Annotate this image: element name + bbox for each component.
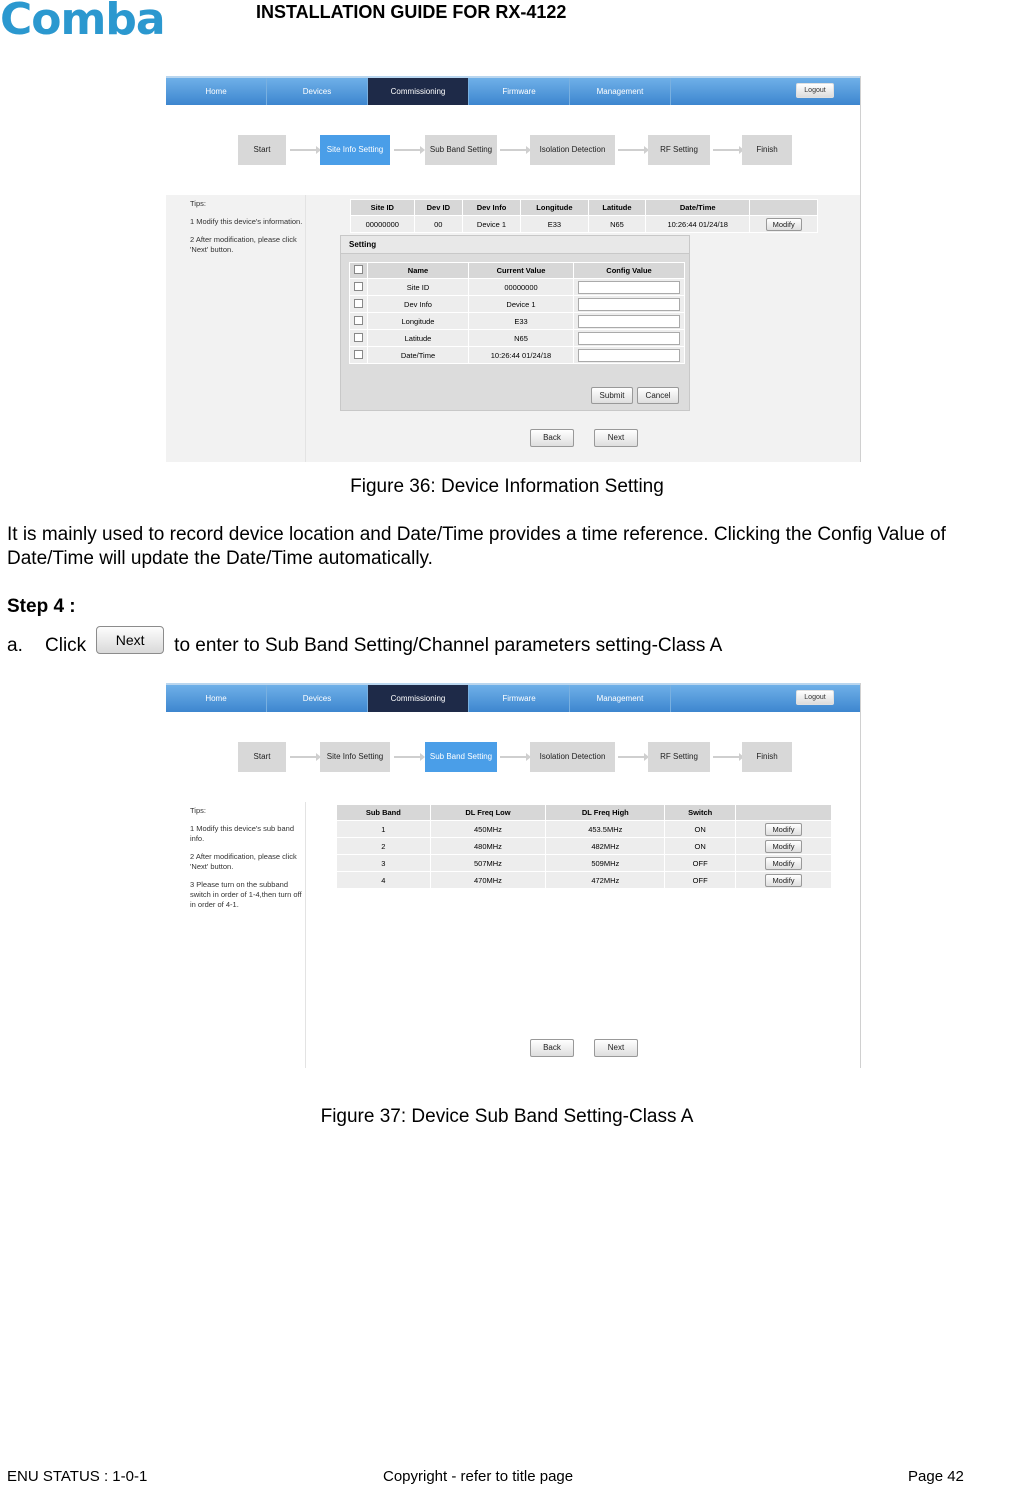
cell-dev-id: 00 (414, 216, 463, 233)
step-isolation[interactable]: Isolation Detection (530, 135, 615, 165)
next-button[interactable]: Next (594, 429, 638, 447)
cell-switch: ON (665, 821, 736, 838)
step-4a-click: Click (45, 635, 87, 656)
cell-low: 480MHz (430, 838, 546, 855)
config-input[interactable] (578, 281, 680, 294)
modify-button[interactable]: Modify (765, 857, 801, 870)
cell-high: 482MHz (546, 838, 665, 855)
modify-button[interactable]: Modify (765, 874, 801, 887)
col-action (735, 805, 831, 821)
col-current-value: Current Value (469, 263, 574, 279)
setting-current: 10:26:44 01/24/18 (469, 347, 574, 364)
col-site-id: Site ID (351, 200, 415, 216)
cell-band: 4 (337, 872, 431, 889)
tab-firmware[interactable]: Firmware (469, 685, 570, 712)
cell-band: 1 (337, 821, 431, 838)
step-rf-setting[interactable]: RF Setting (648, 135, 710, 165)
arrow-icon (713, 149, 741, 151)
figure-37-caption: Figure 37: Device Sub Band Setting-Class A (320, 1106, 694, 1127)
step-isolation[interactable]: Isolation Detection (530, 742, 615, 772)
col-latitude: Latitude (588, 200, 645, 216)
table-row (337, 838, 832, 855)
setting-name: Longitude (368, 313, 469, 330)
modify-button[interactable]: Modify (765, 840, 801, 853)
setting-name: Date/Time (368, 347, 469, 364)
row-checkbox[interactable] (354, 333, 363, 342)
submit-button[interactable]: Submit (591, 387, 633, 404)
arrow-icon (713, 756, 741, 758)
step-4a-label: a. (7, 635, 23, 656)
tip-2: 2 After modification, please click 'Next' button. (190, 852, 297, 871)
cancel-button[interactable]: Cancel (637, 387, 679, 404)
top-nav (166, 683, 860, 712)
logout-button[interactable]: Logout (796, 690, 834, 705)
row-checkbox[interactable] (354, 350, 363, 359)
cell-latitude: N65 (588, 216, 645, 233)
col-config-value: Config Value (574, 263, 685, 279)
arrow-icon (500, 149, 528, 151)
table-row (351, 216, 818, 233)
setting-table (349, 262, 685, 364)
table-row (350, 279, 685, 296)
setting-current: 00000000 (469, 279, 574, 296)
step-rf-setting[interactable]: RF Setting (648, 742, 710, 772)
table-row (337, 855, 832, 872)
tab-home[interactable]: Home (166, 78, 267, 105)
tab-commissioning[interactable]: Commissioning (368, 685, 469, 712)
modify-button[interactable]: Modify (766, 218, 802, 231)
footer-status: ENU STATUS : 1-0-1 (7, 1468, 148, 1485)
step-finish[interactable]: Finish (742, 742, 792, 772)
tips-title: Tips: (190, 806, 206, 815)
arrow-icon (394, 149, 422, 151)
cell-switch: ON (665, 838, 736, 855)
col-dl-freq-high: DL Freq High (546, 805, 665, 821)
tip-1: 1 Modify this device's information. (190, 217, 303, 226)
tab-management[interactable]: Management (570, 685, 671, 712)
tab-devices[interactable]: Devices (267, 685, 368, 712)
arrow-icon (500, 756, 528, 758)
device-info-table (350, 199, 818, 233)
tip-2: 2 After modification, please click 'Next' button. (190, 235, 297, 254)
tips-title: Tips: (190, 199, 206, 208)
setting-title: Setting (341, 236, 689, 254)
table-row (350, 313, 685, 330)
arrow-icon (290, 756, 318, 758)
cell-low: 450MHz (430, 821, 546, 838)
next-button[interactable]: Next (594, 1039, 638, 1057)
content-panel (306, 802, 860, 1068)
comba-logo: Comba (0, 0, 165, 45)
setting-name: Site ID (368, 279, 469, 296)
setting-current: N65 (469, 330, 574, 347)
setting-name: Dev Info (368, 296, 469, 313)
col-datetime: Date/Time (646, 200, 750, 216)
tab-devices[interactable]: Devices (267, 78, 368, 105)
sub-band-table (336, 804, 832, 889)
step-start[interactable]: Start (238, 135, 286, 165)
cell-band: 2 (337, 838, 431, 855)
step-start[interactable]: Start (238, 742, 286, 772)
row-checkbox[interactable] (354, 282, 363, 291)
col-dev-info: Dev Info (463, 200, 521, 216)
figure-36-screenshot (166, 76, 861, 462)
wizard-steps (166, 712, 860, 802)
wizard-steps (166, 105, 860, 195)
modify-button[interactable]: Modify (765, 823, 801, 836)
tab-management[interactable]: Management (570, 78, 671, 105)
col-switch: Switch (665, 805, 736, 821)
table-row (337, 872, 832, 889)
footer-copyright: Copyright - refer to title page (383, 1468, 574, 1485)
cell-action (750, 216, 818, 233)
row-checkbox[interactable] (354, 299, 363, 308)
step-4a-text: to enter to Sub Band Setting/Channel parameters setting-Class A (174, 635, 723, 656)
step-sub-band[interactable]: Sub Band Setting (425, 135, 497, 165)
back-button[interactable]: Back (530, 1039, 574, 1057)
row-checkbox[interactable] (354, 316, 363, 325)
tab-commissioning[interactable]: Commissioning (368, 78, 469, 105)
cell-longitude: E33 (520, 216, 588, 233)
setting-current: E33 (469, 313, 574, 330)
col-sub-band: Sub Band (337, 805, 431, 821)
cell-switch: OFF (665, 872, 736, 889)
figure-37-screenshot (166, 683, 861, 1068)
config-input[interactable] (578, 332, 680, 345)
setting-dialog (340, 235, 690, 411)
col-dl-freq-low: DL Freq Low (430, 805, 546, 821)
tip-3: 3 Please turn on the subband switch in order of 1-4,then turn off in order of 4-1. (190, 880, 302, 909)
cell-site-id: 00000000 (351, 216, 415, 233)
arrow-icon (394, 756, 422, 758)
cell-low: 470MHz (430, 872, 546, 889)
tips-panel (166, 195, 306, 462)
config-input[interactable] (578, 349, 680, 362)
arrow-icon (618, 149, 646, 151)
logout-button[interactable]: Logout (796, 83, 834, 98)
table-row (350, 347, 685, 364)
cell-high: 453.5MHz (546, 821, 665, 838)
tab-firmware[interactable]: Firmware (469, 78, 570, 105)
next-button-inline: Next (96, 626, 164, 654)
col-longitude: Longitude (520, 200, 588, 216)
tip-1: 1 Modify this device's sub band info. (190, 824, 294, 843)
arrow-icon (290, 149, 318, 151)
step-finish[interactable]: Finish (742, 135, 792, 165)
table-row (337, 821, 832, 838)
col-select (350, 263, 368, 279)
back-button[interactable]: Back (530, 429, 574, 447)
config-input[interactable] (578, 315, 680, 328)
cell-high: 509MHz (546, 855, 665, 872)
arrow-icon (618, 756, 646, 758)
select-all-checkbox[interactable] (354, 265, 363, 274)
content-panel (306, 195, 860, 462)
cell-dev-info: Device 1 (463, 216, 521, 233)
col-name: Name (368, 263, 469, 279)
document-title: INSTALLATION GUIDE FOR RX-4122 (256, 2, 567, 22)
setting-current: Device 1 (469, 296, 574, 313)
col-dev-id: Dev ID (414, 200, 463, 216)
config-input[interactable] (578, 298, 680, 311)
step-site-info[interactable]: Site Info Setting (320, 742, 390, 772)
footer-page: Page 42 (908, 1468, 964, 1485)
cell-datetime: 10:26:44 01/24/18 (646, 216, 750, 233)
body-paragraph: It is mainly used to record device location and Date/Time provides a time reference. Clicking the Config Value of Date/Time will update the Date/Time automatically. (7, 524, 946, 569)
cell-band: 3 (337, 855, 431, 872)
setting-name: Latitude (368, 330, 469, 347)
step-site-info[interactable]: Site Info Setting (320, 135, 390, 165)
cell-switch: OFF (665, 855, 736, 872)
top-nav (166, 76, 860, 105)
tips-panel (166, 802, 306, 1068)
cell-high: 472MHz (546, 872, 665, 889)
step-sub-band[interactable]: Sub Band Setting (425, 742, 497, 772)
figure-36-caption: Figure 36: Device Information Setting (350, 476, 664, 497)
table-row (350, 330, 685, 347)
step-4a (7, 632, 722, 660)
table-row (350, 296, 685, 313)
col-action (750, 200, 818, 216)
step-4-heading: Step 4 : (7, 596, 76, 617)
cell-low: 507MHz (430, 855, 546, 872)
tab-home[interactable]: Home (166, 685, 267, 712)
